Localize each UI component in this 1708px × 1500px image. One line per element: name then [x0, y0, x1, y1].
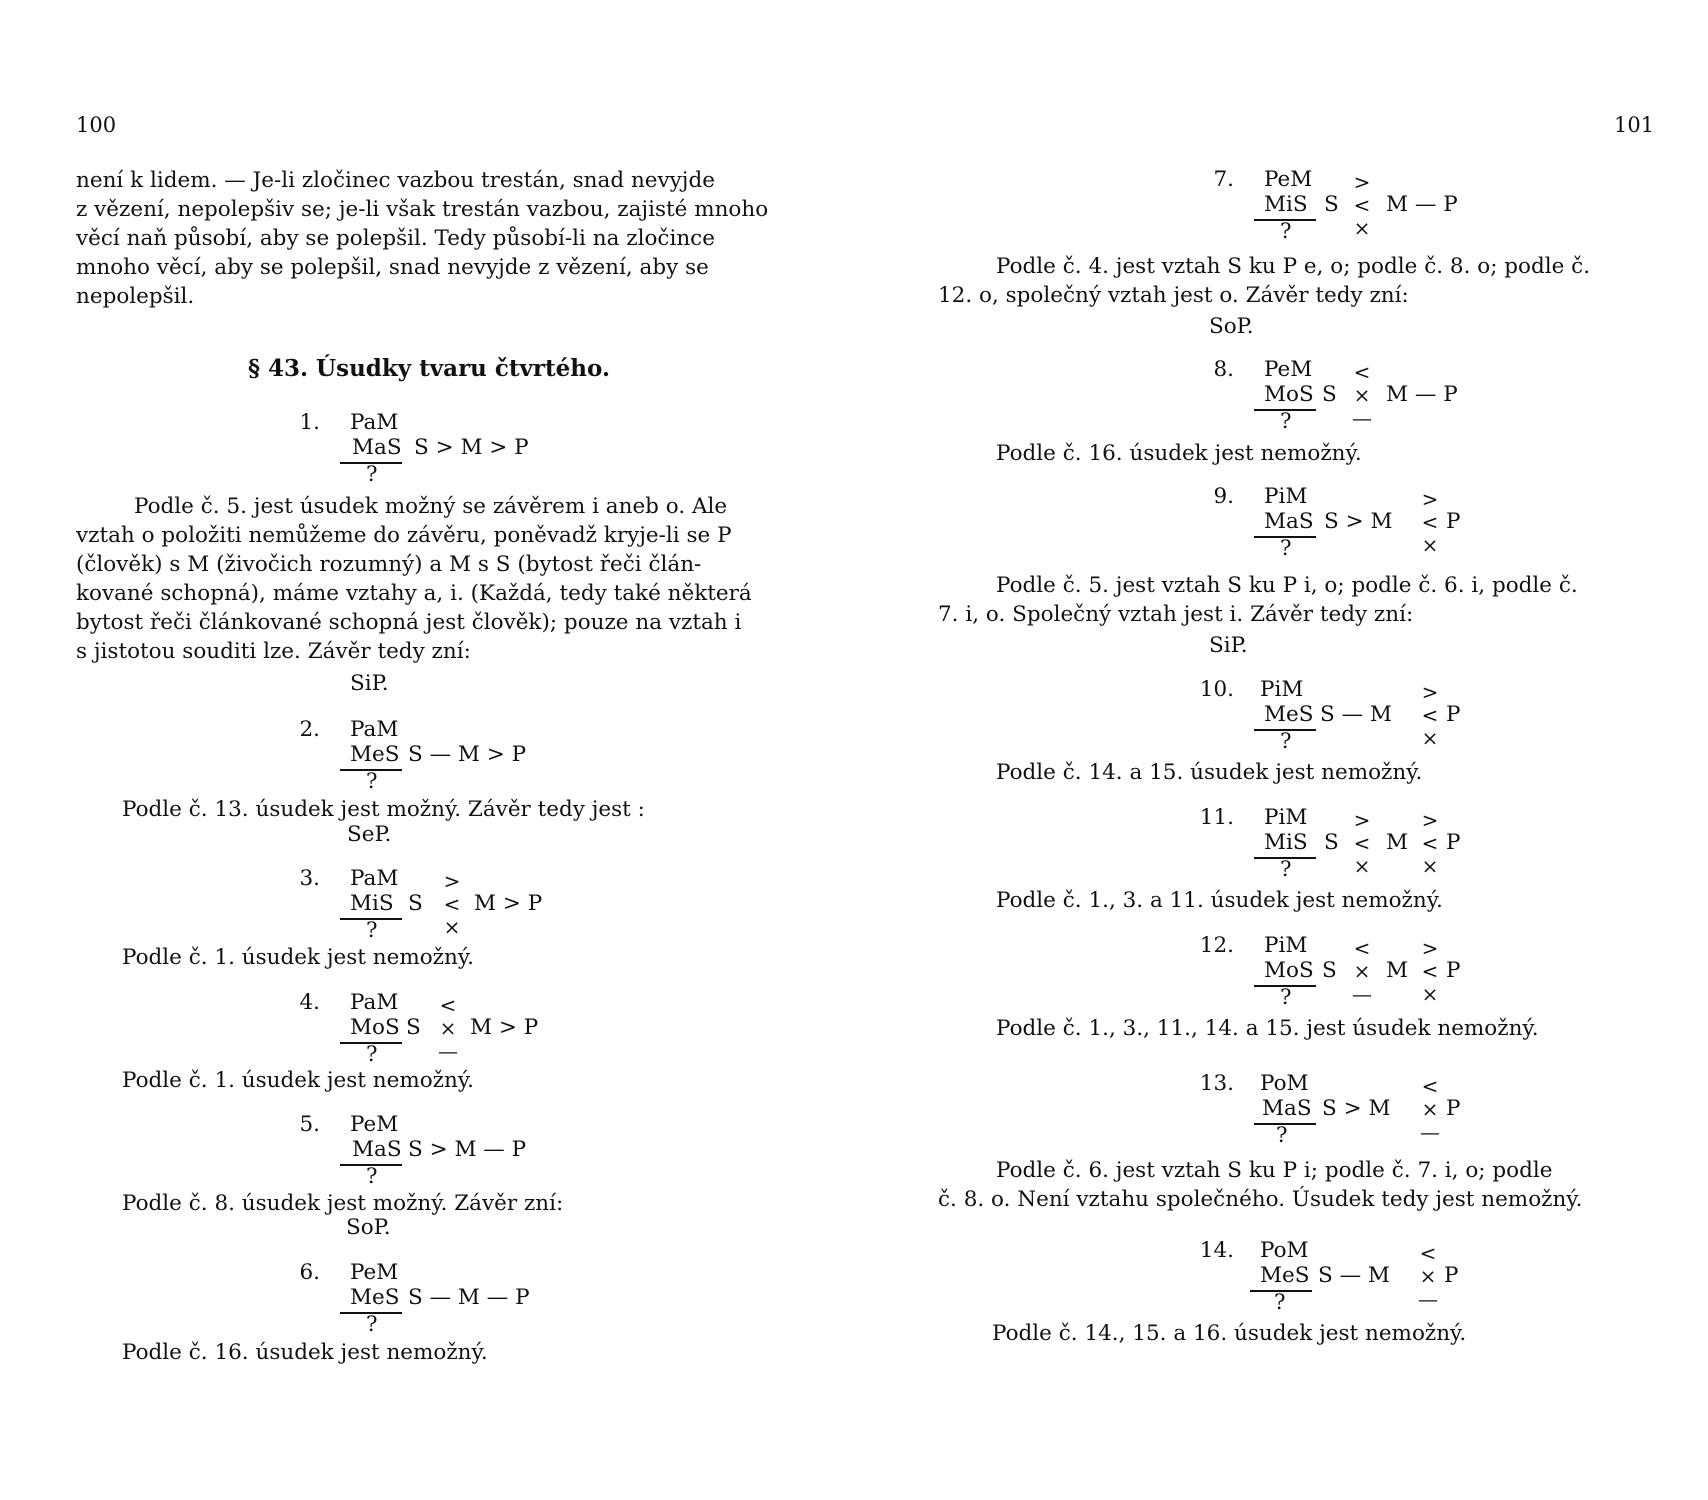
- relation-symbol: ×: [1421, 982, 1439, 1006]
- text-line: Podle č. 4. jest vztah S ku P e, o; podle č. 8. o; podle č.: [996, 254, 1591, 279]
- term-m: M: [1368, 1096, 1391, 1121]
- syllogism-number: 13.: [1199, 1071, 1234, 1096]
- text-line: bytost řeči článkované schopná jest člověk); pouze na vztah i: [76, 610, 742, 635]
- text-line: 12. o, společný vztah jest o. Závěr tedy zní:: [938, 283, 1409, 308]
- text-line: Podle č. 5. jest vztah S ku P i, o; podle č. 6. i, podle č.: [996, 573, 1578, 598]
- syllogism-note: Podle č. 14., 15. a 16. úsudek jest nemožný.: [992, 1321, 1467, 1346]
- syllogism-number: 10.: [1199, 677, 1234, 702]
- text-line: s jistotou souditi lze. Závěr tedy zní:: [76, 639, 471, 664]
- relation-symbol: <: [439, 993, 457, 1017]
- relation-diagram: [408, 1137, 526, 1162]
- term-s: S: [1324, 830, 1339, 855]
- text-line: (člověk) s M (živočich rozumný) a M s S (bytost řeči člán-: [76, 552, 702, 577]
- syllogism-number: 4.: [299, 990, 320, 1015]
- relation-symbol: ×: [1353, 959, 1371, 983]
- relation-symbol: ×: [443, 915, 461, 939]
- text-line: č. 8. o. Není vztahu společného. Úsudek tedy jest nemožný.: [938, 1187, 1583, 1212]
- term-p: P: [527, 891, 543, 916]
- minor-premise: MoS: [1264, 382, 1314, 407]
- major-premise: PiM: [1264, 933, 1308, 958]
- conclusion: SoP.: [1209, 314, 1254, 339]
- major-premise: PaM: [350, 866, 399, 891]
- relation-symbol: ×: [1419, 1264, 1437, 1288]
- right-page: [854, 0, 1708, 1500]
- relation-diagram: [408, 742, 526, 767]
- term-s: S: [408, 1285, 423, 1310]
- minor-premise: MiS: [1264, 192, 1308, 217]
- term-s: S: [1324, 192, 1339, 217]
- question-mark: ?: [1280, 985, 1292, 1010]
- question-mark: ?: [1280, 729, 1292, 754]
- term-s: S: [1320, 702, 1335, 727]
- term-p: P: [511, 742, 527, 767]
- relation-diagram: [1324, 509, 1392, 534]
- relation-symbol: >: [1343, 1096, 1362, 1121]
- question-mark: ?: [366, 769, 378, 794]
- minor-premise: MiS: [350, 891, 394, 916]
- question-mark: ?: [366, 1164, 378, 1189]
- syllogism-number: 3.: [299, 866, 320, 891]
- relation-symbol: >: [1353, 808, 1371, 832]
- syllogism-note: Podle č. 16. úsudek jest nemožný.: [996, 441, 1362, 466]
- text-line: 7. i, o. Společný vztah jest i. Závěr tedy zní:: [938, 602, 1414, 627]
- term-s: S: [1322, 958, 1337, 983]
- syllogism-number: 2.: [299, 717, 320, 742]
- relation-symbol: —: [1414, 192, 1437, 217]
- relation-diagram: [414, 435, 529, 460]
- syllogism-note: Podle č. 14. a 15. úsudek jest nemožný.: [996, 760, 1423, 785]
- syllogism-note: Podle č. 8. úsudek jest možný. Závěr zní:: [122, 1191, 564, 1216]
- conclusion: SoP.: [346, 1215, 391, 1240]
- term-s: S: [1324, 509, 1339, 534]
- major-premise: PaM: [350, 410, 399, 435]
- relation-symbol: ×: [1353, 216, 1371, 240]
- relation-symbol: >: [1421, 487, 1439, 511]
- term-s: S: [1322, 1096, 1337, 1121]
- question-mark: ?: [366, 918, 378, 943]
- term-m: M: [1370, 509, 1393, 534]
- term-m: M: [1386, 192, 1409, 217]
- minor-premise: MaS: [1262, 1096, 1312, 1121]
- relation-symbol: <: [1421, 510, 1439, 534]
- syllogism-number: 6.: [299, 1260, 320, 1285]
- syllogism-number: 9.: [1213, 484, 1234, 509]
- term-s: S: [408, 1137, 423, 1162]
- text-line: Podle č. 6. jest vztah S ku P i; podle č. 7. i, o; podle: [996, 1158, 1553, 1183]
- relation-symbol: >: [1421, 936, 1439, 960]
- relation-symbol: ×: [1421, 1097, 1439, 1121]
- term-s: S: [1318, 1263, 1333, 1288]
- relation-diagram: [1322, 1096, 1390, 1121]
- syllogism-number: 8.: [1213, 357, 1234, 382]
- relation-diagram: [1386, 382, 1458, 407]
- text-line: nepolepšil.: [76, 284, 195, 309]
- syllogism-note: Podle č. 16. úsudek jest nemožný.: [122, 1340, 488, 1365]
- question-mark: ?: [366, 462, 378, 487]
- syllogism-number: 11.: [1199, 805, 1234, 830]
- syllogism-number: 7.: [1213, 167, 1234, 192]
- major-premise: PoM: [1260, 1238, 1309, 1263]
- relation-symbol: >: [502, 891, 521, 916]
- syllogism-note: Podle č. 1. úsudek jest nemožný.: [122, 1068, 474, 1093]
- question-mark: ?: [1280, 409, 1292, 434]
- relation-symbol: >: [1421, 680, 1439, 704]
- major-premise: PeM: [350, 1260, 399, 1285]
- term-s: S: [414, 435, 429, 460]
- major-premise: PaM: [350, 990, 399, 1015]
- major-premise: PiM: [1260, 677, 1304, 702]
- term-p: P: [1443, 382, 1458, 407]
- minor-premise: MaS: [352, 1137, 402, 1162]
- question-mark: ?: [1274, 1290, 1286, 1315]
- term-m: M: [454, 1137, 477, 1162]
- minor-premise: MeS: [350, 1285, 400, 1310]
- relation-symbol: >: [435, 435, 454, 460]
- term-p: P: [1446, 958, 1461, 983]
- text-line: mnoho věcí, aby se polepšil, snad nevyjde z vězení, aby se: [76, 255, 709, 280]
- question-mark: ?: [1280, 219, 1292, 244]
- relation-symbol: <: [1421, 703, 1439, 727]
- text-line: vztah o položiti nemůžeme do závěru, poněvadž kryje-li se P: [76, 523, 732, 548]
- relation-symbol: ×: [1421, 854, 1439, 878]
- term-p: P: [1446, 830, 1461, 855]
- minor-premise: MeS: [1264, 702, 1314, 727]
- syllogism-number: 5.: [299, 1112, 320, 1137]
- syllogism-number: 1.: [299, 410, 320, 435]
- relation-symbol: >: [443, 869, 461, 893]
- relation-symbol: >: [429, 1137, 448, 1162]
- term-p: P: [511, 1137, 527, 1162]
- question-mark: ?: [1280, 536, 1292, 561]
- term-m: M: [1367, 1263, 1390, 1288]
- relation-symbol: ×: [1421, 533, 1439, 557]
- term-m: M: [460, 435, 483, 460]
- term-m: M: [1386, 958, 1409, 983]
- minor-premise: MeS: [350, 742, 400, 767]
- page-number: 100: [76, 113, 117, 137]
- relation-symbol: >: [486, 742, 505, 767]
- term-m: M: [470, 1015, 493, 1040]
- question-mark: ?: [366, 1042, 378, 1067]
- syllogism-number: 12.: [1199, 933, 1234, 958]
- relation-symbol: <: [1353, 936, 1371, 960]
- relation-symbol: >: [1353, 170, 1371, 194]
- minor-premise: MeS: [1260, 1263, 1310, 1288]
- relation-symbol: —: [429, 742, 452, 767]
- term-p: P: [1444, 1263, 1459, 1288]
- relation-diagram: [1320, 702, 1392, 727]
- minor-premise: MoS: [350, 1015, 400, 1040]
- major-premise: PiM: [1264, 805, 1308, 830]
- term-p: P: [514, 435, 529, 460]
- relation-symbol: <: [1353, 360, 1371, 384]
- term-p: P: [1446, 702, 1461, 727]
- term-m: M: [457, 1285, 480, 1310]
- relation-symbol: <: [1353, 831, 1371, 855]
- term-m: M: [1369, 702, 1392, 727]
- relation-symbol: —: [1341, 702, 1364, 727]
- relation-diagram: [1318, 1263, 1390, 1288]
- syllogism-note: [938, 252, 1640, 310]
- term-m: M: [1386, 830, 1409, 855]
- minor-premise: MoS: [1264, 958, 1314, 983]
- intro-paragraph: [76, 166, 788, 311]
- text-line: kované schopná), máme vztahy a, i. (Každá, tedy také některá: [76, 581, 752, 606]
- relation-symbol: —: [438, 1039, 458, 1063]
- syllogism-note: Podle č. 1., 3. a 11. úsudek jest nemožný.: [996, 888, 1443, 913]
- syllogism-note: Podle č. 1., 3., 11., 14. a 15. jest úsudek nemožný.: [996, 1016, 1539, 1041]
- minor-premise: MaS: [352, 435, 402, 460]
- relation-symbol: —: [1414, 382, 1437, 407]
- term-s: S: [1322, 382, 1337, 407]
- relation-symbol: >: [1421, 808, 1439, 832]
- term-p: P: [523, 1015, 539, 1040]
- relation-symbol: <: [1421, 1074, 1439, 1098]
- text-line: Podle č. 5. jest úsudek možný se závěrem i aneb o. Ale: [134, 494, 728, 519]
- relation-symbol: <: [1421, 959, 1439, 983]
- relation-symbol: —: [486, 1285, 509, 1310]
- major-premise: PoM: [1260, 1071, 1309, 1096]
- major-premise: PeM: [350, 1112, 399, 1137]
- term-p: P: [1446, 509, 1461, 534]
- relation-diagram: [1386, 192, 1458, 217]
- syllogism-note: [76, 492, 788, 666]
- term-p: P: [1443, 192, 1458, 217]
- syllogism-note: Podle č. 13. úsudek jest možný. Závěr tedy jest :: [122, 797, 645, 822]
- relation-symbol: <: [1353, 193, 1371, 217]
- syllogism-note: [938, 1156, 1640, 1214]
- text-line: věcí naň působí, aby se polepšil. Tedy působí-li na zločince: [76, 226, 715, 251]
- conclusion: SiP.: [1209, 633, 1248, 658]
- relation-symbol: —: [1339, 1263, 1362, 1288]
- relation-diagram: [408, 1285, 530, 1310]
- major-premise: PaM: [350, 717, 399, 742]
- relation-symbol: <: [443, 892, 461, 916]
- relation-symbol: >: [498, 1015, 517, 1040]
- page-number: 101: [1614, 113, 1655, 137]
- relation-symbol: —: [429, 1285, 452, 1310]
- term-s: S: [406, 1015, 421, 1040]
- question-mark: ?: [1280, 857, 1292, 882]
- term-m: M: [457, 742, 480, 767]
- relation-symbol: <: [1421, 831, 1439, 855]
- relation-symbol: ×: [439, 1016, 457, 1040]
- text-line: z vězení, nepolepšiv se; je-li však trestán vazbou, zajisté mnoho: [76, 197, 769, 222]
- relation-symbol: —: [1352, 406, 1372, 430]
- syllogism-note: Podle č. 1. úsudek jest nemožný.: [122, 945, 474, 970]
- text-line: není k lidem. — Je-li zločinec vazbou trestán, snad nevyjde: [76, 168, 715, 193]
- major-premise: PeM: [1264, 357, 1313, 382]
- relation-symbol: ×: [1353, 854, 1371, 878]
- major-premise: PiM: [1264, 484, 1308, 509]
- term-s: S: [408, 742, 423, 767]
- relation-symbol: >: [489, 435, 508, 460]
- term-p: P: [1446, 1096, 1461, 1121]
- term-p: P: [515, 1285, 530, 1310]
- relation-symbol: —: [1352, 982, 1372, 1006]
- major-premise: PeM: [1264, 167, 1313, 192]
- minor-premise: MiS: [1264, 830, 1308, 855]
- relation-symbol: —: [1418, 1287, 1438, 1311]
- syllogism-note: [938, 571, 1640, 629]
- section-heading: § 43. Úsudky tvaru čtvrtého.: [248, 355, 610, 382]
- relation-symbol: <: [1419, 1241, 1437, 1265]
- relation-symbol: ×: [1353, 383, 1371, 407]
- relation-symbol: —: [483, 1137, 505, 1162]
- relation-diagram: [470, 1015, 538, 1040]
- conclusion: SeP.: [347, 822, 392, 847]
- term-m: M: [1386, 382, 1409, 407]
- question-mark: ?: [366, 1312, 378, 1337]
- term-s: S: [408, 891, 423, 916]
- relation-symbol: ×: [1421, 726, 1439, 750]
- conclusion: SiP.: [350, 671, 389, 696]
- question-mark: ?: [1276, 1123, 1288, 1148]
- relation-symbol: —: [1420, 1120, 1440, 1144]
- term-m: M: [474, 891, 497, 916]
- minor-premise: MaS: [1264, 509, 1314, 534]
- syllogism-number: 14.: [1199, 1238, 1234, 1263]
- relation-symbol: >: [1345, 509, 1364, 534]
- relation-diagram: [474, 891, 542, 916]
